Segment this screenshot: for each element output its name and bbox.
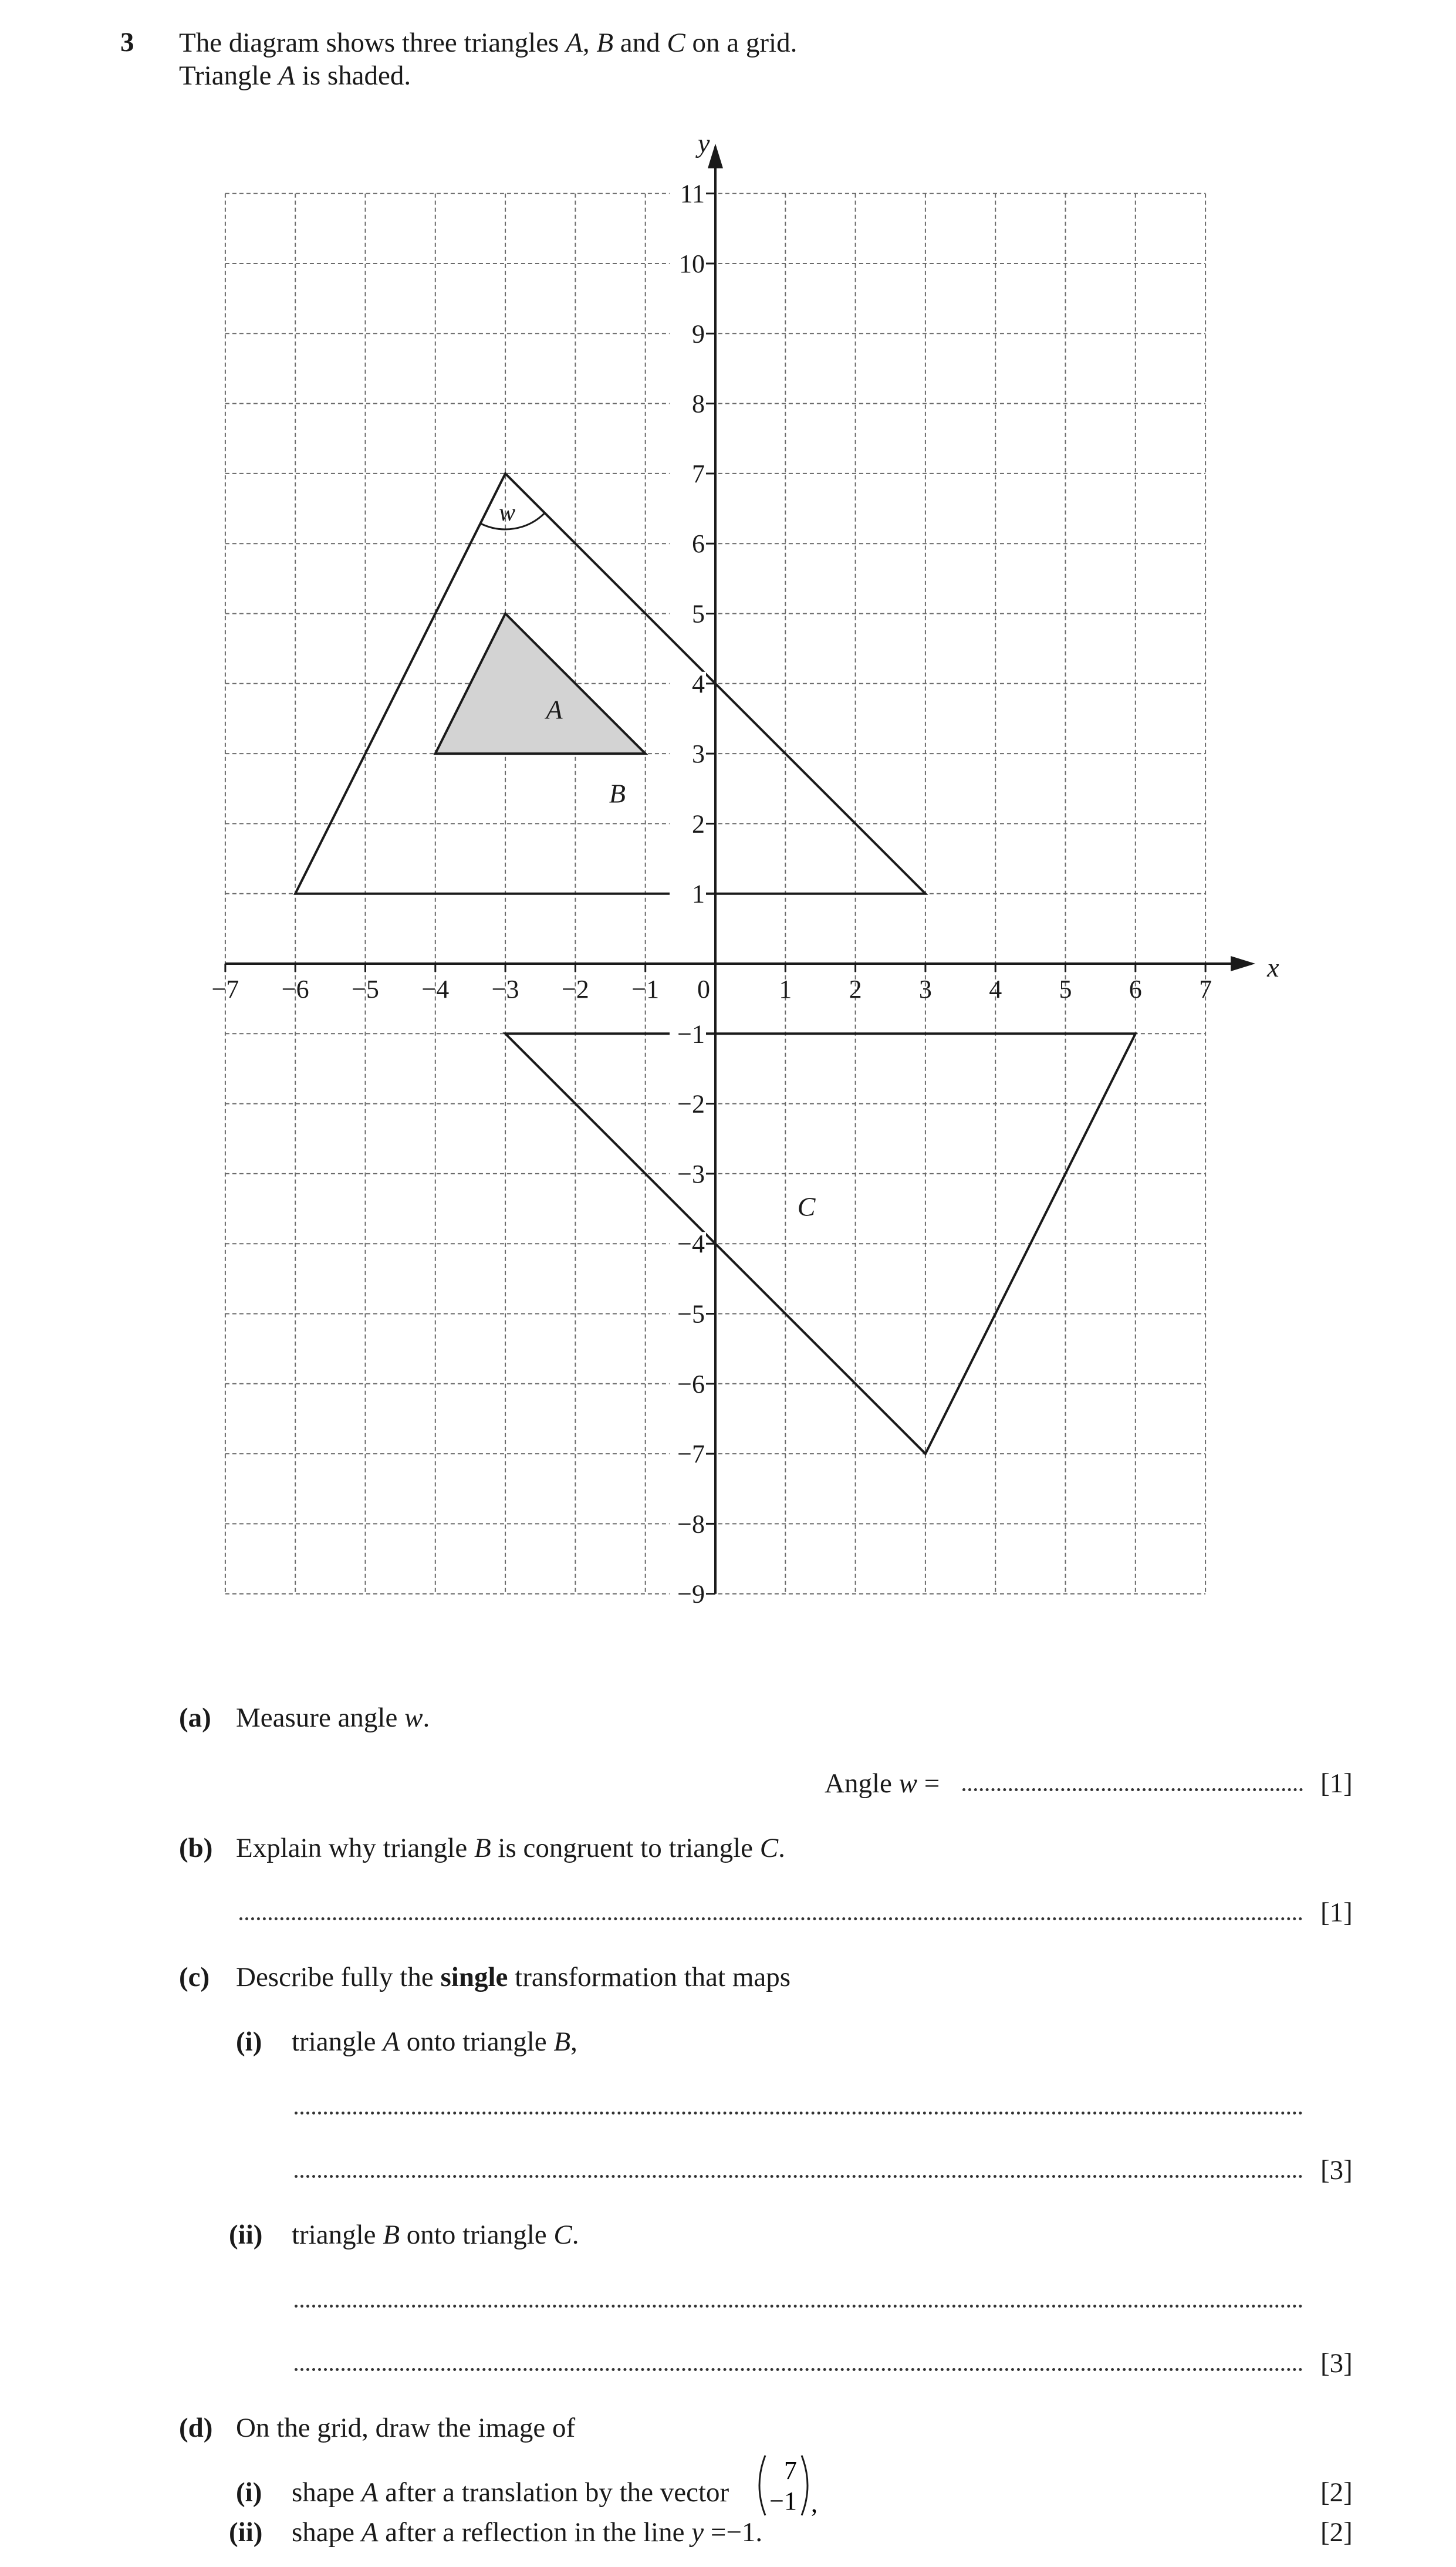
part-b-var: B [474, 1833, 491, 1863]
part-c-i-text-fragment: , [570, 2026, 577, 2057]
part-d-label: (d) [179, 2413, 213, 2443]
part-c-text-fragment: transformation that maps [508, 1962, 791, 1992]
triangle-b-label: B [609, 778, 626, 809]
answer-line-c-i-1[interactable] [295, 2112, 1303, 2115]
y-tick-label: 2 [692, 809, 705, 839]
part-c-i-text [292, 2026, 577, 2058]
y-tick-label: 7 [692, 459, 705, 488]
y-tick-label: −8 [677, 1509, 705, 1539]
answer-prefix-text: Angle [825, 1768, 899, 1799]
intro-var-a: A [278, 60, 296, 91]
y-tick-label: −9 [677, 1579, 705, 1609]
part-d-ii-var: y [691, 2517, 704, 2548]
part-d-ii-var: A [361, 2517, 379, 2548]
part-c-ii-text-fragment: onto triangle [400, 2220, 554, 2250]
vector-bottom: −1 [769, 2487, 797, 2515]
y-tick-label: −6 [677, 1369, 705, 1399]
part-a-var: w [404, 1703, 423, 1733]
y-tick-label: −2 [677, 1089, 705, 1119]
part-c-ii-var: B [383, 2220, 400, 2250]
answer-line-b[interactable] [239, 1917, 1303, 1920]
part-d-i-text-fragment: shape [292, 2477, 362, 2508]
part-c-i-var: A [383, 2026, 400, 2057]
part-b-text-fragment: . [778, 1833, 785, 1863]
part-c-bold-word: single [440, 1962, 508, 1992]
vector-left-bracket [759, 2455, 765, 2515]
part-c-i-label: (i) [236, 2026, 262, 2057]
vector-comma: , [811, 2489, 817, 2518]
answer-var: w [898, 1768, 917, 1799]
y-tick-label: 1 [692, 879, 705, 908]
translation-vector [752, 2453, 823, 2518]
x-tick-label: 0 [697, 975, 710, 1004]
part-d-ii-text-fragment: shape [292, 2517, 362, 2548]
intro-var-c: C [667, 28, 685, 58]
x-tick-label: −4 [421, 975, 450, 1004]
x-tick-label: −6 [281, 975, 309, 1004]
y-tick-label: 9 [692, 319, 705, 349]
answer-line-c-i-2[interactable] [295, 2175, 1303, 2178]
x-tick-label: 4 [989, 975, 1002, 1004]
x-tick-label: −7 [211, 975, 239, 1004]
marks-c-i: [3] [1320, 2155, 1353, 2186]
y-tick-label: −3 [677, 1159, 705, 1188]
marks-a: [1] [1320, 1768, 1353, 1799]
part-b-text-fragment: is congruent to triangle [491, 1833, 760, 1863]
part-b-label: (b) [179, 1833, 213, 1863]
x-tick-label: 2 [849, 975, 862, 1004]
triangle-c-label: C [797, 1191, 816, 1222]
y-tick-label: 11 [680, 179, 705, 208]
intro-text: and [613, 28, 667, 58]
intro-text: on a grid. [685, 28, 798, 58]
axes [225, 144, 1255, 1594]
part-d-text: On the grid, draw the image of [236, 2413, 576, 2443]
x-tick-label: −5 [352, 975, 379, 1004]
y-tick-label: −4 [677, 1230, 705, 1259]
x-tick-label: 5 [1059, 975, 1072, 1004]
y-tick-label: 4 [692, 669, 705, 698]
part-d-ii-label: (ii) [229, 2517, 263, 2548]
x-axis-label: x [1267, 953, 1279, 982]
angle-answer-prefix [825, 1768, 940, 1799]
triangle-a-label: A [546, 694, 563, 725]
part-c-ii-label: (ii) [229, 2220, 263, 2250]
intro-var-b: B [596, 28, 614, 58]
y-tick-label: −1 [677, 1019, 705, 1049]
y-tick-label: −5 [677, 1299, 705, 1329]
part-a-text-fragment: . [423, 1703, 430, 1733]
intro-text: Triangle [179, 60, 279, 91]
answer-eq: = [917, 1768, 940, 1799]
y-tick-label: −7 [677, 1440, 705, 1469]
y-axis-label: y [698, 128, 710, 158]
part-c-text [236, 1961, 791, 1993]
marks-b: [1] [1320, 1897, 1353, 1928]
intro-text: is shaded. [295, 60, 411, 91]
part-c-i-var: B [553, 2026, 571, 2057]
part-d-ii-text [292, 2517, 762, 2548]
intro-text: The diagram shows three triangles [179, 28, 566, 58]
part-a-text [236, 1702, 430, 1734]
part-c-ii-text-fragment: triangle [292, 2220, 383, 2250]
part-d-ii-text-fragment: =−1. [704, 2517, 763, 2548]
marks-d-i: [2] [1320, 2477, 1353, 2508]
x-tick-label: −1 [631, 975, 660, 1004]
x-tick-label: 6 [1129, 975, 1142, 1004]
part-a-label: (a) [179, 1703, 211, 1733]
part-c-i-text-fragment: onto triangle [400, 2026, 554, 2057]
tick-labels [211, 129, 1279, 1609]
y-tick-label: 5 [692, 599, 705, 629]
angle-w-label: w [499, 499, 516, 526]
part-a-text-fragment: Measure angle [236, 1703, 405, 1733]
part-c-ii-text [292, 2219, 579, 2251]
answer-line-c-ii-2[interactable] [295, 2368, 1303, 2371]
part-b-text-fragment: Explain why triangle [236, 1833, 474, 1863]
x-tick-label: 7 [1199, 975, 1212, 1004]
part-d-i-text-fragment: after a translation by the vector [378, 2477, 729, 2508]
part-c-i-text-fragment: triangle [292, 2026, 383, 2057]
x-tick-label: −2 [561, 975, 589, 1004]
y-tick-label: 3 [692, 739, 705, 769]
question-number: 3 [120, 27, 134, 58]
y-tick-label: 6 [692, 529, 705, 559]
x-tick-label: 3 [918, 975, 932, 1004]
x-axis-arrow [1231, 956, 1255, 971]
part-d-i-label: (i) [236, 2477, 262, 2508]
part-c-label: (c) [179, 1962, 210, 1992]
part-d-i-text [292, 2477, 729, 2508]
part-d-ii-text-fragment: after a reflection in the line [378, 2517, 692, 2548]
intro-text: , [582, 28, 597, 58]
part-d-i-var: A [361, 2477, 379, 2508]
intro-var-a: A [566, 28, 583, 58]
part-c-text-fragment: Describe fully the [236, 1962, 441, 1992]
marks-d-ii: [2] [1320, 2517, 1353, 2548]
x-tick-label: 1 [779, 975, 792, 1004]
vector-right-bracket [802, 2455, 808, 2515]
y-axis-arrow [708, 144, 723, 168]
y-tick-label: 8 [692, 389, 705, 418]
x-tick-label: −3 [491, 975, 519, 1004]
vector-top: 7 [784, 2456, 797, 2485]
part-c-ii-text-fragment: . [572, 2220, 579, 2250]
answer-line-c-ii-1[interactable] [295, 2305, 1303, 2308]
part-c-ii-var: C [553, 2220, 572, 2250]
part-b-text [236, 1832, 785, 1864]
marks-c-ii: [3] [1320, 2348, 1353, 2379]
part-b-var: C [759, 1833, 779, 1863]
answer-line-a[interactable] [962, 1788, 1303, 1791]
y-tick-label: 10 [679, 249, 705, 278]
